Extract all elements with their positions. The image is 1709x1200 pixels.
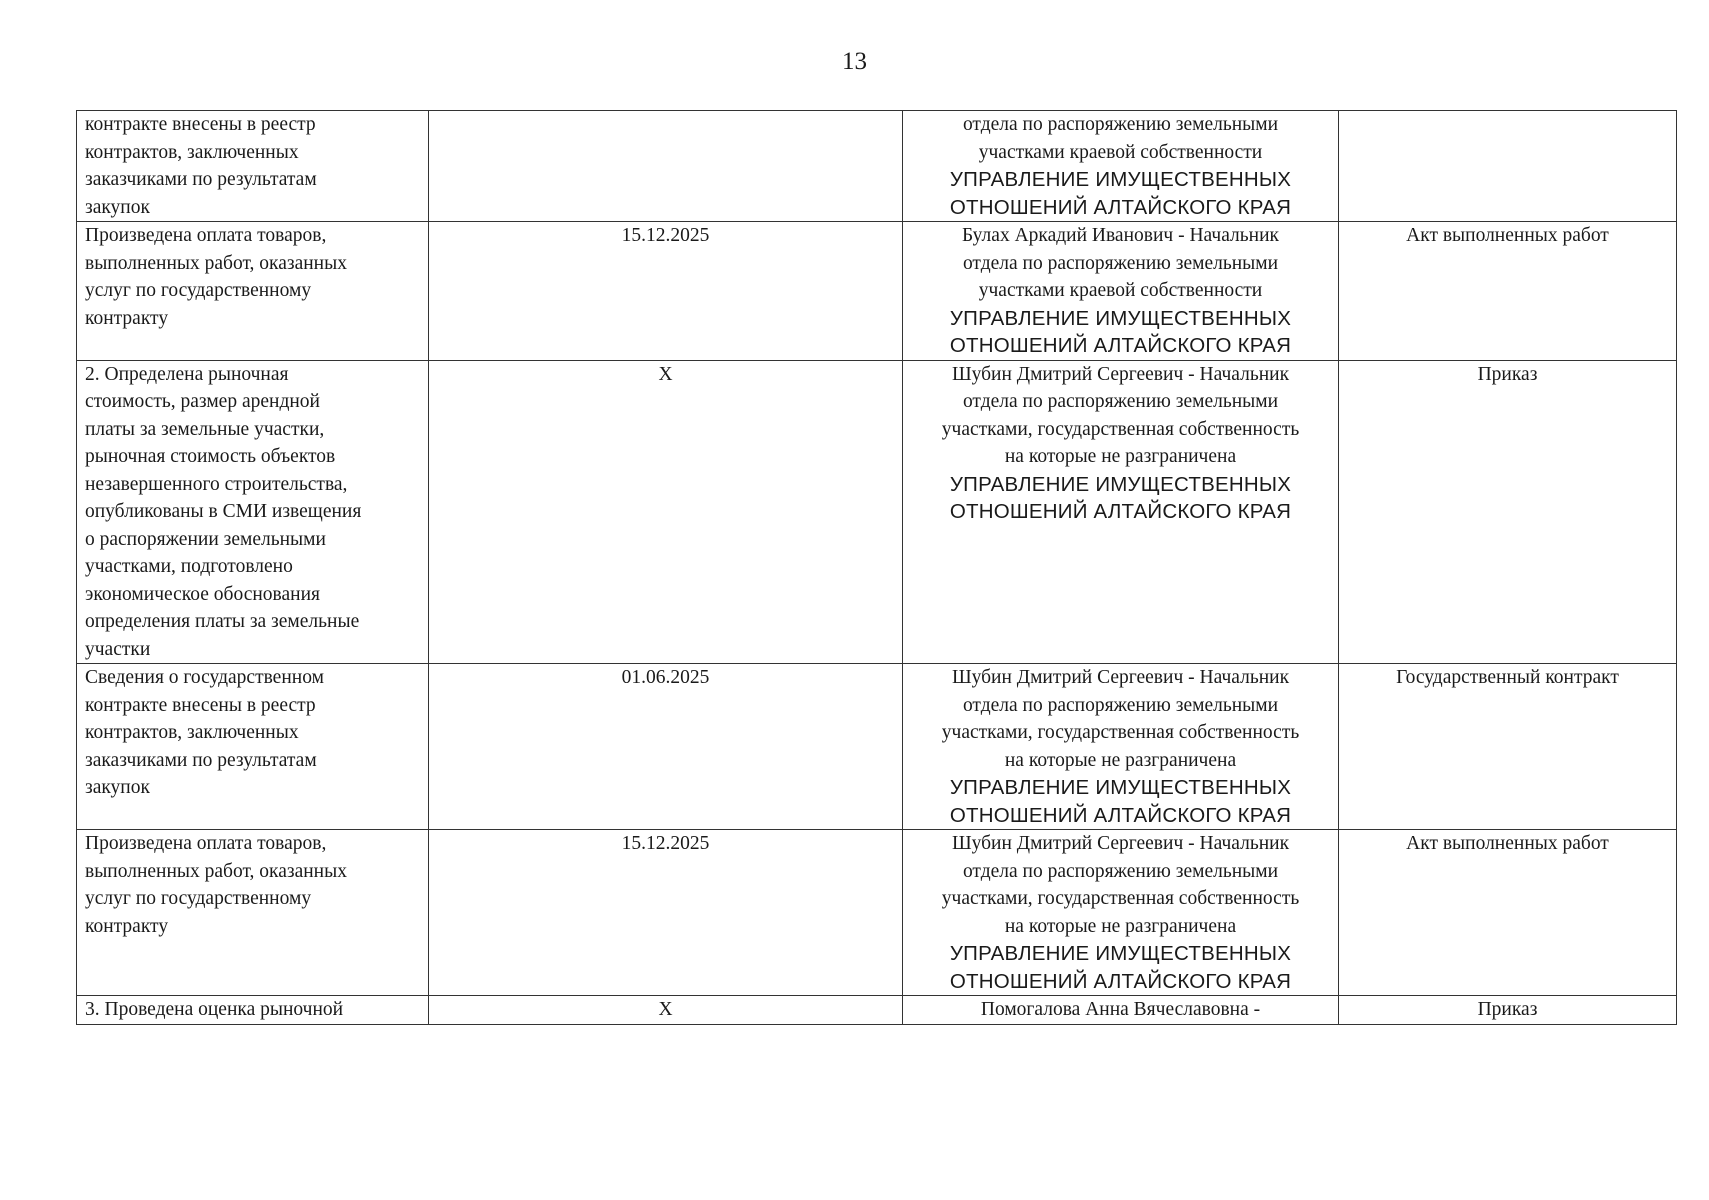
responsible-cell [903,111,1339,222]
department-name: УПРАВЛЕНИЕ ИМУЩЕСТВЕННЫХ [949,472,1292,496]
responsible-line: отдела по распоряжению земельными [962,114,1279,135]
date-cell [429,996,903,1025]
event-description-line: контракту [85,307,169,329]
event-description-line: контракту [85,915,169,937]
event-description-cell [77,830,429,996]
date-cell [429,664,903,830]
event-description-line: экономическое обоснования [85,583,320,605]
date-cell [429,830,903,996]
document-type-value: Акт выполненных работ [1406,833,1609,854]
date-value: 01.06.2025 [621,667,710,688]
responsible-line: Булах Аркадий Иванович - Начальник [961,225,1280,246]
department-name: ОТНОШЕНИЙ АЛТАЙСКОГО КРАЯ [949,969,1292,993]
date-value: X [658,363,673,385]
table-row [77,830,1677,996]
event-description-line: участки [85,638,151,660]
responsible-line: отдела по распоряжению земельными [962,252,1279,274]
responsible-cell [903,996,1339,1025]
responsible-line: Шубин Дмитрий Сергеевич - Начальник [951,833,1290,854]
date-cell [429,222,903,361]
event-description-line: закупок [85,777,150,798]
department-name: УПРАВЛЕНИЕ ИМУЩЕСТВЕННЫХ [949,168,1292,191]
department-name: ОТНОШЕНИЙ АЛТАЙСКОГО КРАЯ [949,334,1292,357]
responsible-line: участками, государственная собственность [941,722,1300,743]
date-value: X [658,999,673,1020]
event-description-line: стоимость, размер арендной [85,391,320,412]
event-description-line: контракте внесены в реестр [85,694,316,716]
document-type-cell [1339,664,1677,830]
event-description-line: рыночная стоимость объектов [85,446,336,467]
responsible-line: участками, государственная собственность [941,418,1300,440]
responsible-line: участками краевой собственности [978,280,1263,301]
event-description-line: платы за земельные участки, [85,418,325,440]
table-row [77,996,1677,1025]
page-number: 13 [842,48,867,75]
responsible-line: Помогалова Анна Вячеславовна - [980,999,1261,1020]
responsible-line: на которые не разграничена [1004,749,1237,771]
table-row [77,111,1677,222]
event-description-line: заказчиками по результатам [85,749,317,771]
responsible-line: на которые не разграничена [1004,446,1237,467]
department-name: УПРАВЛЕНИЕ ИМУЩЕСТВЕННЫХ [949,776,1292,799]
event-description-line: выполненных работ, оказанных [85,860,347,882]
responsible-line: на которые не разграничена [1004,915,1237,937]
event-description-cell [77,996,429,1025]
responsible-cell [903,664,1339,830]
event-description-line: закупок [85,196,150,218]
document-type-value: Приказ [1477,999,1538,1020]
table-row [77,222,1677,361]
table-row [77,360,1677,664]
date-cell [429,111,903,222]
event-description-line: Произведена оплата товаров, [85,833,327,854]
document-type-cell [1339,111,1677,222]
event-description-cell [77,360,429,664]
event-description-cell [77,222,429,361]
document-type-value: Государственный контракт [1396,667,1619,688]
event-description-line: незавершенного строительства, [85,473,348,495]
department-name: УПРАВЛЕНИЕ ИМУЩЕСТВЕННЫХ [949,942,1292,965]
responsible-line: отдела по распоряжению земельными [962,391,1279,412]
event-description-line: 2. Определена рыночная [85,363,289,385]
date-value: 15.12.2025 [621,225,710,246]
event-description-line: заказчиками по результатам [85,169,317,190]
event-description-line: опубликованы в СМИ извещения [85,501,362,522]
event-description-line: 3. Проведена оценка рыночной [85,999,344,1020]
responsible-cell [903,830,1339,996]
event-description-cell [77,111,429,222]
event-description-line: услуг по государственному [85,280,312,301]
responsible-cell [903,360,1339,664]
event-description-line: Сведения о государственном [85,667,324,688]
document-type-cell [1339,830,1677,996]
responsible-line: участками, государственная собственность [941,888,1300,909]
responsible-line: отдела по распоряжению земельными [962,694,1279,716]
document-type-value: Акт выполненных работ [1406,225,1609,246]
event-description-line: контракте внесены в реестр [85,114,316,135]
table-row [77,664,1677,830]
responsible-line: отдела по распоряжению земельными [962,860,1279,882]
date-value: 15.12.2025 [621,833,710,854]
document-type-value: Приказ [1477,363,1538,385]
event-description-line: контрактов, заключенных [85,722,299,743]
event-description-line: выполненных работ, оказанных [85,252,347,274]
event-description-line: участками, подготовлено [85,556,293,577]
events-table [76,110,1677,1025]
event-description-line: определения платы за земельные [85,611,360,632]
department-name: ОТНОШЕНИЙ АЛТАЙСКОГО КРАЯ [949,500,1292,523]
responsible-cell [903,222,1339,361]
event-description-line: услуг по государственному [85,888,312,909]
document-type-cell [1339,222,1677,361]
event-description-cell [77,664,429,830]
document-type-cell [1339,996,1677,1025]
event-description-line: о распоряжении земельными [85,528,326,550]
date-cell [429,360,903,664]
event-description-line: Произведена оплата товаров, [85,225,327,246]
responsible-line: Шубин Дмитрий Сергеевич - Начальник [951,363,1290,385]
responsible-line: Шубин Дмитрий Сергеевич - Начальник [951,667,1290,688]
department-name: УПРАВЛЕНИЕ ИМУЩЕСТВЕННЫХ [949,306,1292,330]
department-name: ОТНОШЕНИЙ АЛТАЙСКОГО КРАЯ [949,803,1292,827]
document-type-cell [1339,360,1677,664]
department-name: ОТНОШЕНИЙ АЛТАЙСКОГО КРАЯ [949,195,1292,219]
responsible-line: участками краевой собственности [978,141,1263,163]
event-description-line: контрактов, заключенных [85,141,299,163]
